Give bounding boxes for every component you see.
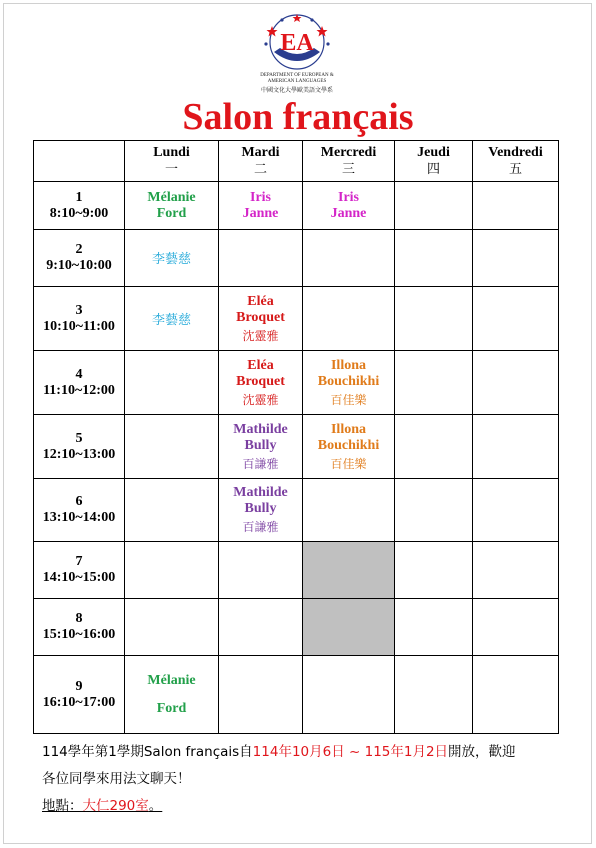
empty-cell	[395, 479, 473, 542]
day-header-tuesday: Mardi 二	[219, 141, 303, 182]
table-row	[34, 182, 559, 230]
day-header-thursday: Jeudi 四	[395, 141, 473, 182]
notice-line-1: 114學年第1學期Salon français自114年10月6日 ~ 115年1月2日開放，歡迎	[42, 744, 516, 760]
empty-cell	[395, 415, 473, 479]
empty-cell	[395, 542, 473, 599]
session-cell: Mélanie Ford	[125, 656, 219, 734]
empty-cell	[219, 230, 303, 287]
empty-cell	[303, 656, 395, 734]
empty-cell	[125, 415, 219, 479]
empty-cell	[473, 182, 559, 230]
open-dates: 114年10月6日 ~ 115年1月2日	[252, 744, 449, 760]
empty-cell	[395, 656, 473, 734]
room-number: 大仁290室	[82, 798, 149, 814]
slot-label: 2 9:10~10:00	[34, 230, 125, 287]
slot-label: 8 15:10~16:00	[34, 599, 125, 656]
logo-line-1: DEPARTMENT OF EUROPEAN &	[260, 73, 334, 78]
footer-notice	[42, 739, 562, 820]
table-row	[34, 351, 559, 415]
empty-cell	[473, 287, 559, 351]
session-cell: Mathilde Bully 百謙雅	[219, 479, 303, 542]
day-header-wednesday: Mercredi 三	[303, 141, 395, 182]
empty-cell	[473, 415, 559, 479]
empty-cell	[125, 479, 219, 542]
empty-cell	[395, 599, 473, 656]
session-cell: Illona Bouchikhi 百佳樂	[303, 415, 395, 479]
session-cell: Mathilde Bully 百謙雅	[219, 415, 303, 479]
empty-cell	[219, 599, 303, 656]
svg-text:EA: EA	[280, 30, 314, 56]
session-cell: 李藝慈	[125, 287, 219, 351]
empty-cell	[125, 542, 219, 599]
empty-cell	[303, 479, 395, 542]
empty-cell	[395, 351, 473, 415]
table-row	[34, 542, 559, 599]
slot-label: 4 11:10~12:00	[34, 351, 125, 415]
empty-cell	[473, 542, 559, 599]
empty-cell	[395, 182, 473, 230]
day-header-monday: Lundi 一	[125, 141, 219, 182]
session-cell: Eléa Broquet 沈靈雅	[219, 287, 303, 351]
page-title: Salon français	[182, 96, 414, 138]
table-row	[34, 599, 559, 656]
session-cell: Iris Janne	[219, 182, 303, 230]
logo-line-2: AMERICAN LANGUAGES	[267, 79, 327, 84]
table-row	[34, 656, 559, 734]
schedule-table	[33, 140, 559, 734]
header-row	[34, 141, 559, 182]
empty-cell	[303, 287, 395, 351]
blocked-cell	[303, 542, 395, 599]
table-row	[34, 479, 559, 542]
logo-emblem-icon	[252, 12, 342, 72]
session-cell: Mélanie Ford	[125, 182, 219, 230]
empty-cell	[125, 599, 219, 656]
table-row	[34, 287, 559, 351]
empty-cell	[219, 656, 303, 734]
logo-line-3: 中國文化大學歐美語文學系	[260, 87, 333, 94]
slot-label: 9 16:10~17:00	[34, 656, 125, 734]
empty-cell	[303, 230, 395, 287]
slot-label: 6 13:10~14:00	[34, 479, 125, 542]
notice-line-2: 各位同學來用法文聊天！	[42, 771, 191, 787]
session-cell: Iris Janne	[303, 182, 395, 230]
empty-cell	[473, 599, 559, 656]
table-row	[34, 230, 559, 287]
empty-cell	[473, 479, 559, 542]
empty-cell	[473, 656, 559, 734]
corner-cell	[34, 141, 125, 182]
table-row	[34, 415, 559, 479]
location-line: 地點：大仁290室。	[42, 798, 163, 814]
empty-cell	[395, 230, 473, 287]
empty-cell	[473, 351, 559, 415]
slot-label: 7 14:10~15:00	[34, 542, 125, 599]
empty-cell	[395, 287, 473, 351]
session-cell: Eléa Broquet 沈靈雅	[219, 351, 303, 415]
empty-cell	[219, 542, 303, 599]
empty-cell	[473, 230, 559, 287]
slot-label: 5 12:10~13:00	[34, 415, 125, 479]
slot-label: 1 8:10~9:00	[34, 182, 125, 230]
slot-label: 3 10:10~11:00	[34, 287, 125, 351]
empty-cell	[125, 351, 219, 415]
day-header-friday: Vendredi 五	[473, 141, 559, 182]
department-logo	[252, 12, 342, 94]
session-cell: 李藝慈	[125, 230, 219, 287]
blocked-cell	[303, 599, 395, 656]
session-cell: Illona Bouchikhi 百佳樂	[303, 351, 395, 415]
